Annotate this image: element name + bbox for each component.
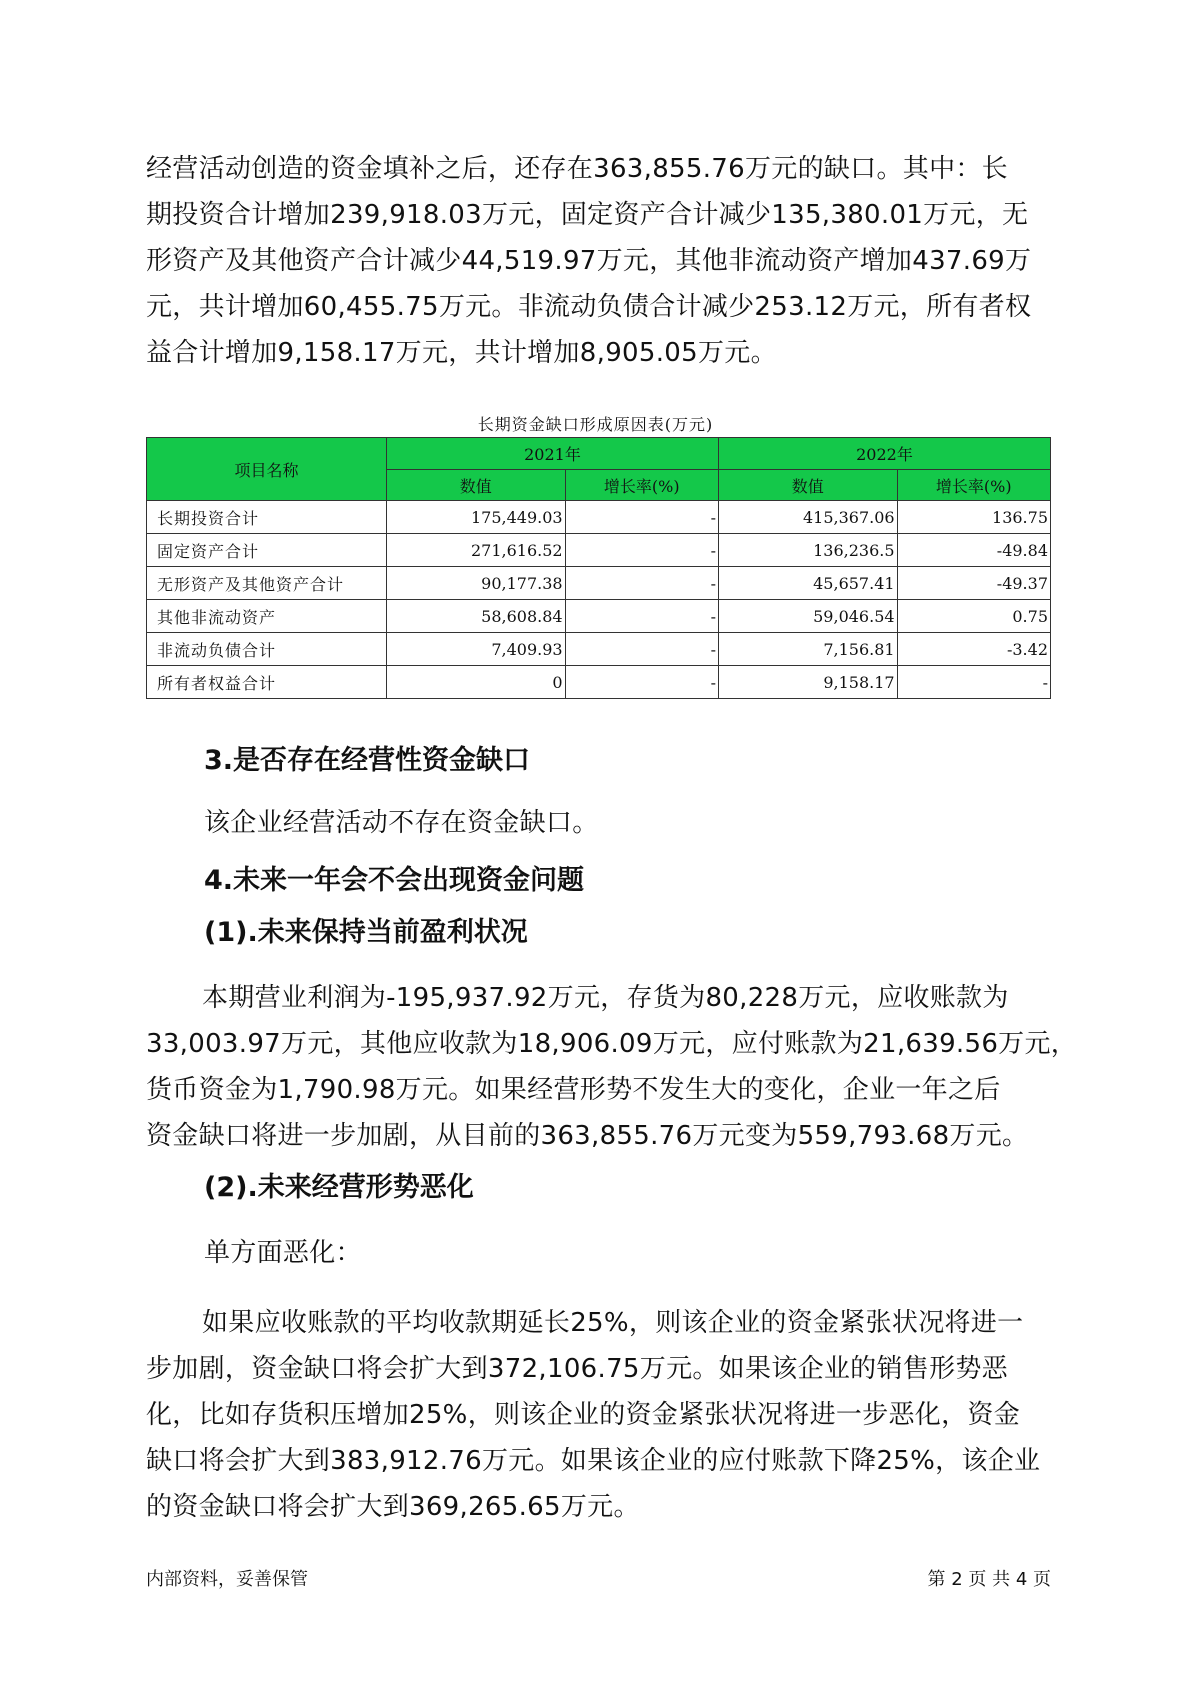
- paragraph-capital-gap-detail: [146, 146, 1046, 376]
- text-line: 步加剧，资金缺口将会扩大到372,106.75万元。如果该企业的销售形势恶: [146, 1354, 1008, 1384]
- table-row: [147, 501, 1051, 534]
- table-row: [147, 534, 1051, 567]
- row-name: 无形资产及其他资产合计: [147, 567, 387, 600]
- text-line: 的资金缺口将会扩大到369,265.65万元。: [146, 1492, 640, 1522]
- row-name: 所有者权益合计: [147, 666, 387, 699]
- rate-2021: -: [565, 666, 718, 699]
- text-line: 本期营业利润为-195,937.92万元，存货为80,228万元，应收账款为: [202, 983, 1009, 1013]
- value-2021: 7,409.93: [387, 633, 566, 666]
- value-2022: 45,657.41: [718, 567, 897, 600]
- text-line: 该企业经营活动不存在资金缺口。: [204, 808, 599, 838]
- text-line: 缺口将会扩大到383,912.76万元。如果该企业的应付账款下降25%，该企业: [146, 1446, 1041, 1476]
- rate-2021: -: [565, 534, 718, 567]
- value-2022: 136,236.5: [718, 534, 897, 567]
- rate-2022: 0.75: [897, 600, 1050, 633]
- section-heading-next-year: 4.未来一年会不会出现资金问题: [204, 865, 585, 896]
- text-line: 元，共计增加60,455.75万元。非流动负债合计减少253.12万元，所有者权: [146, 292, 1032, 322]
- value-2022: 415,367.06: [718, 501, 897, 534]
- footer-confidential-note: 内部资料，妥善保管: [146, 1569, 308, 1590]
- header-value-2021: 数值: [387, 470, 566, 501]
- subheading-keep-profit: (1).未来保持当前盈利状况: [204, 917, 528, 948]
- table-row: [147, 600, 1051, 633]
- text-line: 经营活动创造的资金填补之后，还存在363,855.76万元的缺口。其中：长: [146, 154, 1008, 184]
- row-name: 其他非流动资产: [147, 600, 387, 633]
- section-heading-operating-gap: 3.是否存在经营性资金缺口: [204, 745, 531, 776]
- rate-2021: -: [565, 633, 718, 666]
- header-item-name: 项目名称: [147, 438, 387, 501]
- text-line: 形资产及其他资产合计减少44,519.97万元，其他非流动资产增加437.69万: [146, 246, 1032, 276]
- header-rate-2021: 增长率(%): [565, 470, 718, 501]
- value-2022: 59,046.54: [718, 600, 897, 633]
- text-line: 化，比如存货积压增加25%，则该企业的资金紧张状况将进一步恶化，资金: [146, 1400, 1020, 1430]
- rate-2021: -: [565, 600, 718, 633]
- subheading-deteriorate: (2).未来经营形势恶化: [204, 1172, 474, 1203]
- value-2021: 0: [387, 666, 566, 699]
- header-rate-2022: 增长率(%): [897, 470, 1050, 501]
- table-row: [147, 666, 1051, 699]
- footer-page-number: 第 2 页 共 4 页: [927, 1569, 1051, 1590]
- text-line: 益合计增加9,158.17万元，共计增加8,905.05万元。: [146, 338, 777, 368]
- row-name: 非流动负债合计: [147, 633, 387, 666]
- capital-gap-table: [146, 437, 1051, 699]
- rate-2022: 136.75: [897, 501, 1050, 534]
- rate-2022: -49.37: [897, 567, 1050, 600]
- header-year-2022: 2022年: [718, 438, 1050, 470]
- header-value-2022: 数值: [718, 470, 897, 501]
- table-caption: 长期资金缺口形成原因表(万元): [477, 415, 714, 434]
- value-2021: 271,616.52: [387, 534, 566, 567]
- row-name: 长期投资合计: [147, 501, 387, 534]
- paragraph-profit-forecast: [146, 975, 1078, 1159]
- text-line: 期投资合计增加239,918.03万元，固定资产合计减少135,380.01万元，无: [146, 200, 1029, 230]
- text-line: 资金缺口将进一步加剧，从目前的363,855.76万元变为559,793.68万元。: [146, 1121, 1029, 1151]
- value-2022: 9,158.17: [718, 666, 897, 699]
- value-2021: 175,449.03: [387, 501, 566, 534]
- rate-2022: -: [897, 666, 1050, 699]
- rate-2022: -3.42: [897, 633, 1050, 666]
- text-line: 货币资金为1,790.98万元。如果经营形势不发生大的变化，企业一年之后: [146, 1075, 1001, 1105]
- table-row: [147, 633, 1051, 666]
- text-line: 33,003.97万元，其他应收款为18,906.09万元，应付账款为21,639.56万元，: [146, 1029, 1078, 1059]
- row-name: 固定资产合计: [147, 534, 387, 567]
- rate-2021: -: [565, 567, 718, 600]
- value-2021: 58,608.84: [387, 600, 566, 633]
- header-year-2021: 2021年: [387, 438, 719, 470]
- rate-2021: -: [565, 501, 718, 534]
- value-2022: 7,156.81: [718, 633, 897, 666]
- rate-2022: -49.84: [897, 534, 1050, 567]
- table-row: [147, 567, 1051, 600]
- paragraph-single-factor: [204, 1230, 1104, 1276]
- paragraph-no-operating-gap: [204, 800, 1104, 846]
- text-line: 单方面恶化：: [204, 1238, 362, 1268]
- paragraph-deterioration-detail: [146, 1300, 1046, 1530]
- value-2021: 90,177.38: [387, 567, 566, 600]
- text-line: 如果应收账款的平均收款期延长25%，则该企业的资金紧张状况将进一: [202, 1308, 1024, 1338]
